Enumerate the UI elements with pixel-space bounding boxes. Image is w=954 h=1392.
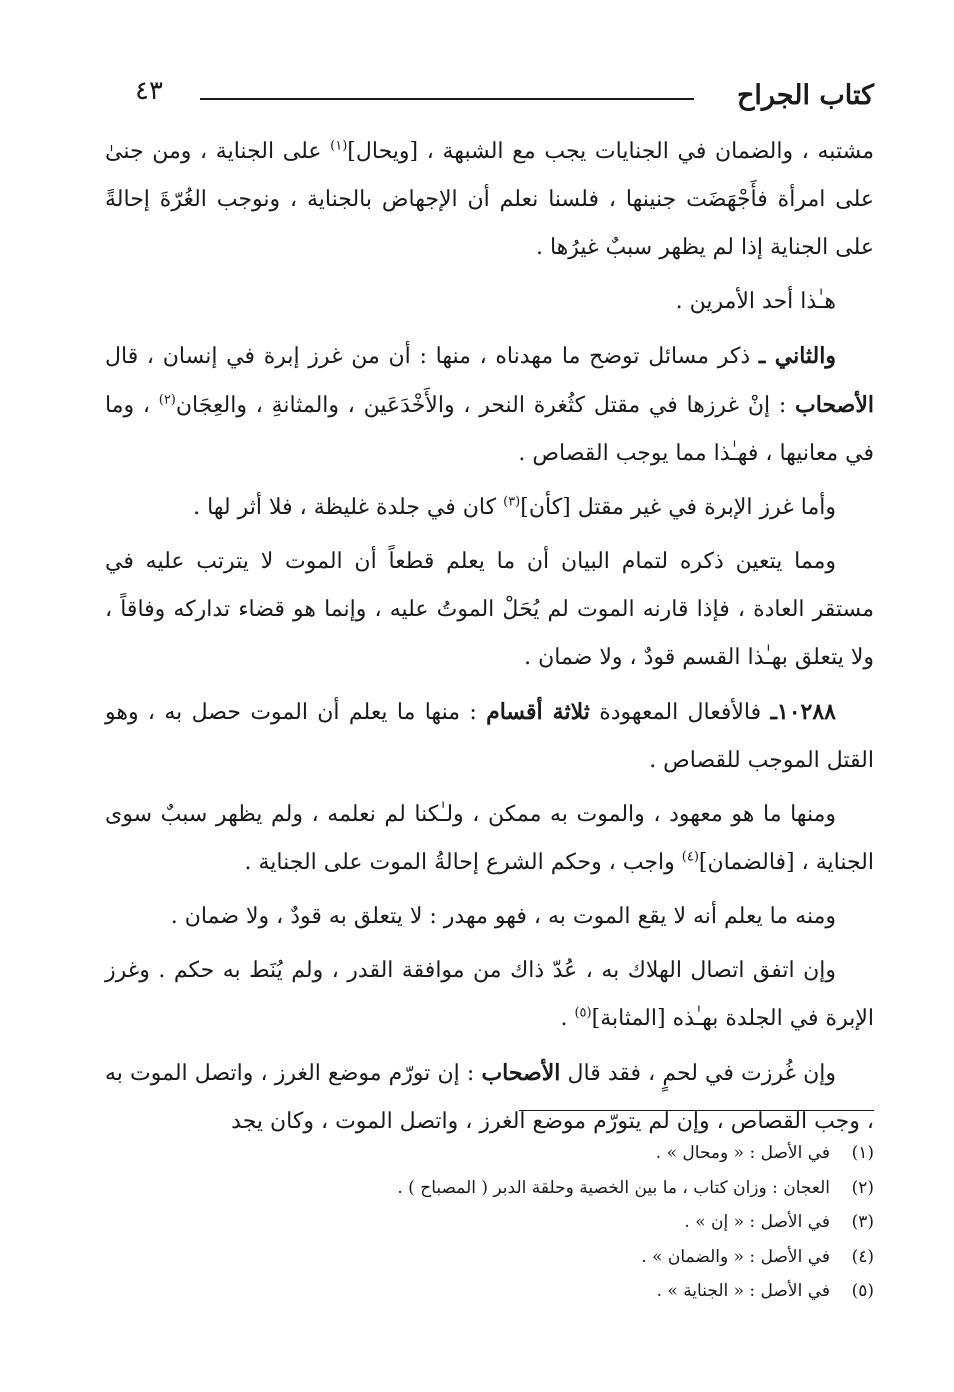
paragraph-text: ومما يتعين ذكره لتمام البيان أن ما يعلم قطعاً أن الموت لا يترتب عليه في مستقر العادة ، فإذا قارنه الموت لم يُحَلْ الموتُ عليه ، وإنما هو قضاء تداركه وفاقاً ، ولا يتعلق بهـٰذا القسم قودٌ ، ولا ضمان . (105, 549, 874, 670)
bold-text: ثلاثة أقسام (486, 699, 590, 725)
footnote-text: في الأصل : « إن » . (684, 1212, 830, 1232)
paragraph-text: وإن غُرزت في لحمٍ ، فقد قال (560, 1061, 836, 1086)
paragraph-text: كان في جلدة غليظة ، فلا أثر لها . (193, 495, 504, 520)
footnote-text: العجان : وزان كتاب ، ما بين الخصية وحلقة الدبر ( المصباح ) . (397, 1177, 830, 1198)
footnote-number: (٥) (851, 1281, 874, 1301)
footnote-separator (519, 1110, 874, 1111)
paragraph (105, 278, 874, 326)
footnote-reference: (٥) (574, 1005, 592, 1021)
bold-text: الأصحاب (481, 1060, 561, 1086)
paragraph-text: . (560, 1006, 575, 1031)
paragraph-text: ذكر مسائل توضح ما مهدناه ، منها : أن من غرز إبرة في إنسان ، قال (105, 344, 759, 369)
bold-text: ١٠٢٨٨ـ (770, 699, 836, 725)
paragraph-text: وإن اتفق اتصال الهلاك به ، عُدّ ذاك من موافقة القدر ، ولم يُنَط به حكم . وغرز الإبرة في الجلدة بهـٰذه [المثابة] (105, 958, 874, 1031)
header-rule (200, 98, 694, 100)
paragraph (105, 893, 874, 941)
footnote-text: في الأصل : « الجناية » . (656, 1281, 830, 1301)
paragraph-text: واجب ، وحكم الشرع إحالةُ الموت على الجناية . (244, 850, 682, 875)
bold-text: الأصحاب (795, 392, 874, 418)
footnote-text: في الأصل : « ومحال » . (655, 1143, 830, 1163)
paragraph (105, 791, 874, 887)
paragraph-text: : منها ما يعلم أن الموت حصل به ، وهو القتل الموجب للقصاص . (105, 700, 874, 773)
book-title: كتاب الجراح (736, 80, 874, 111)
paragraph-text: مشتبه ، والضمان في الجنايات يجب مع الشبهة ، [ويحال] (347, 139, 874, 164)
paragraph-text: فالأفعال المعهودة (589, 700, 771, 725)
paragraph-text: ، وما في معانيها ، فهـٰذا مما يوجب القصاص . (105, 393, 874, 466)
footnote-number: (٣) (851, 1212, 874, 1232)
paragraph (105, 1049, 874, 1146)
paragraph-text: ومنه ما يعلم أنه لا يقع الموت به ، فهو مهدر : لا يتعلق به قودٌ ، ولا ضمان . (170, 904, 836, 929)
paragraph-text: ومنها ما هو معهود ، والموت به ممكن ، ولـٰكنا لم نعلمه ، ولم يظهر سببٌ سوى الجناية ، [فالضمان] (105, 802, 874, 875)
main-text (105, 128, 874, 1152)
footnote (105, 1171, 874, 1206)
paragraph (105, 128, 874, 272)
paragraph (105, 947, 874, 1043)
footnote (105, 1136, 874, 1171)
paragraph-text: وأما غرز الإبرة في غير مقتل [كأن] (520, 495, 836, 520)
bold-text: والثاني ـ (758, 343, 836, 369)
footnote (105, 1205, 874, 1240)
footnote-number: (٤) (851, 1246, 874, 1267)
paragraph-text: على الجناية ، ومن جنىٰ على امرأة فأَجْهَضَت جنينها ، فلسنا نعلم أن الإجهاض بالجناية ، ونوجب الغُرّةَ إحالةً على الجناية إذا لم يظهر سببٌ غيرُها . (105, 139, 874, 260)
running-header (105, 74, 874, 118)
footnote-reference: (١) (330, 138, 348, 154)
footnote-reference: (٢) (158, 392, 176, 408)
footnote-reference: (٤) (681, 849, 699, 865)
page-number: ٤٣ (135, 76, 163, 106)
footnote-reference: (٣) (503, 494, 521, 510)
paragraph (105, 688, 874, 785)
footnote-number: (١) (851, 1143, 874, 1163)
footnotes (105, 1136, 874, 1309)
footnote-number: (٢) (851, 1177, 874, 1198)
paragraph (105, 332, 874, 478)
paragraph-text: هـٰذا أحد الأمرين . (675, 289, 836, 314)
paragraph (105, 484, 874, 532)
footnote-text: في الأصل : « والضمان » . (641, 1246, 830, 1267)
paragraph-text: : إنْ غرزها في مقتل كثُغرة النحر ، والأَخْدَعَين ، والمثانةِ ، والعِجَان (175, 393, 796, 418)
footnote (105, 1240, 874, 1275)
footnote (105, 1274, 874, 1309)
paragraph (105, 538, 874, 682)
paragraph-text: : إن تورّم موضع الغرز ، واتصل الموت به ، وجب القصاص ، وإن لم يتورّم موضع الغرز ، واتصل الموت ، وكان يجد (105, 1061, 874, 1134)
